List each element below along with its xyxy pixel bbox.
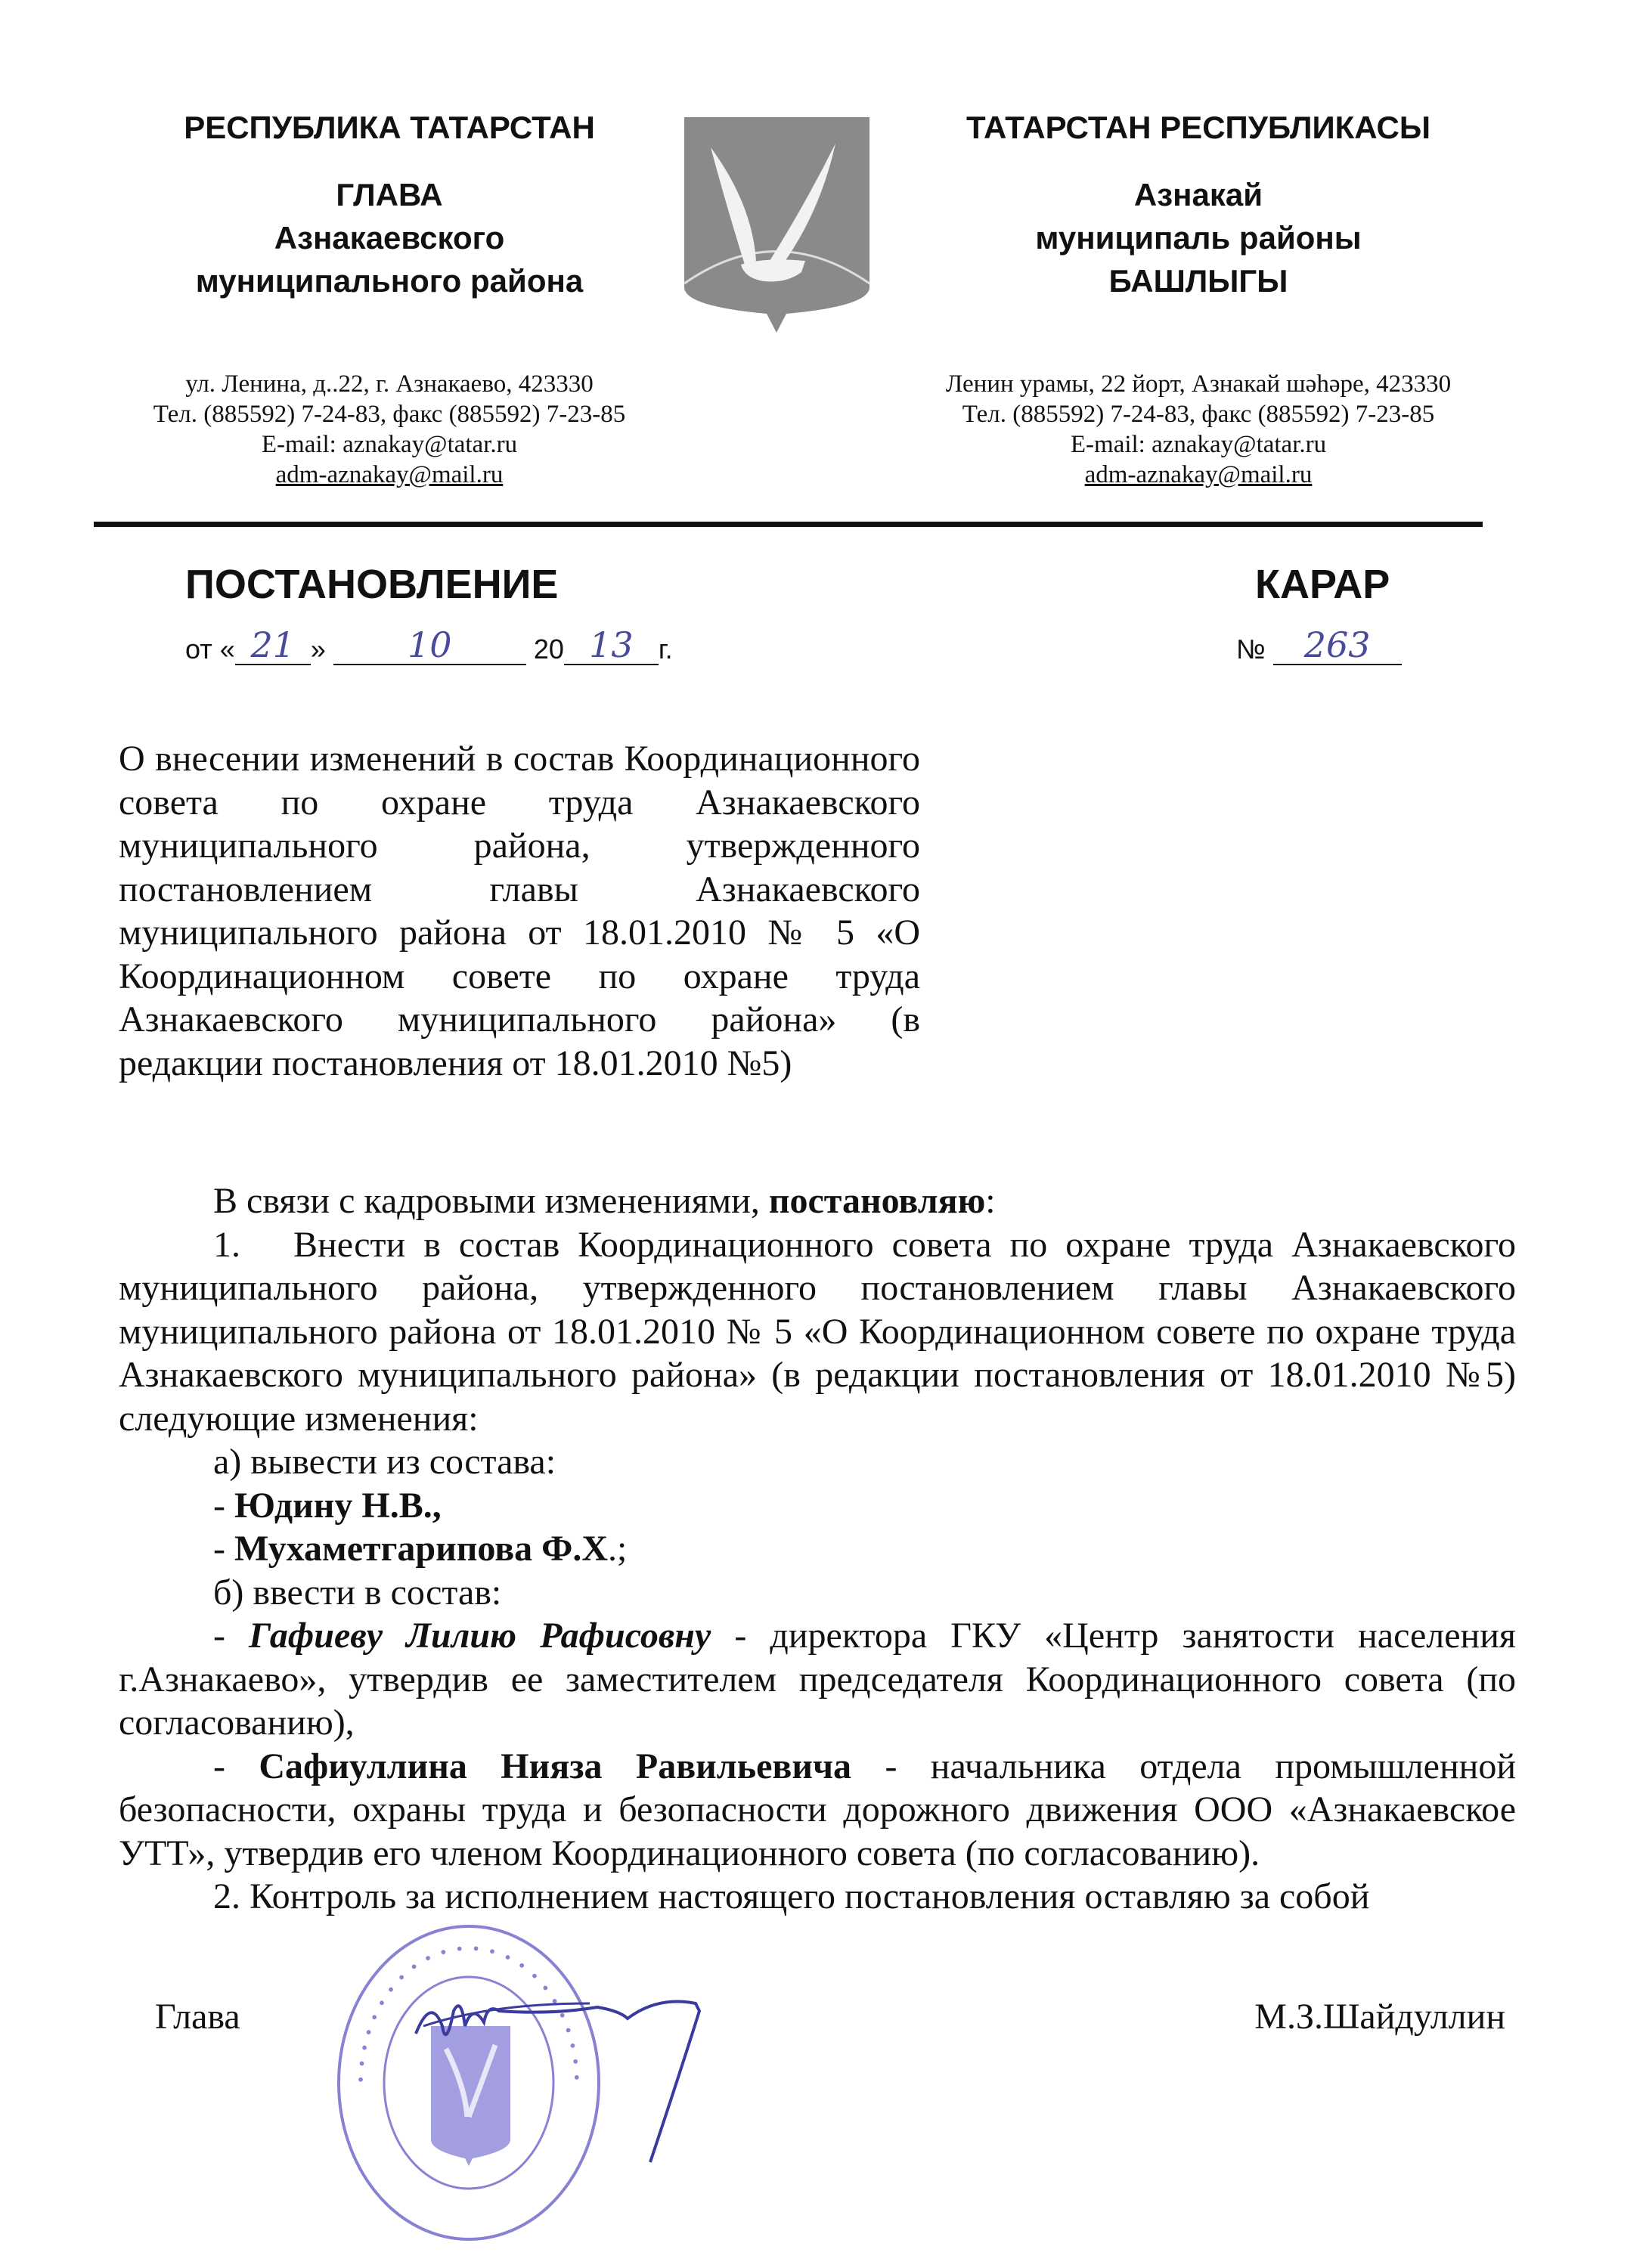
- dash: -: [213, 1616, 250, 1656]
- phone: Тел. (885592) 7-24-83, факс (885592) 7-23-85: [962, 401, 1435, 428]
- number-line: [1236, 624, 1402, 665]
- republic-name-tt: ТАТАРСТАН РЕСПУБЛИКАСЫ: [966, 110, 1431, 145]
- item-number: 1.: [213, 1224, 240, 1265]
- head-title-ru: ГЛАВА: [336, 177, 443, 212]
- removed-member: [119, 1484, 1516, 1528]
- month-value: 10: [408, 624, 452, 665]
- added-member: [119, 1745, 1516, 1876]
- subitem-b: б) ввести в состав:: [213, 1572, 502, 1613]
- address: Ленин урамы, 22 йорт, Азнакай шәһәре, 423330: [945, 370, 1452, 398]
- year-suffix: г.: [658, 634, 673, 665]
- item-2: 2. Контроль за исполнением настоящего постановления оставляю за собой: [213, 1876, 1370, 1916]
- member-name: Мухаметгарипова Ф.Х: [234, 1529, 609, 1569]
- removed-member: [119, 1527, 1516, 1571]
- district-line: Азнакаевского: [274, 220, 505, 256]
- svg-text:• • • • • • • • • • • • • • •: • • • • • • • • • • • • • • • • • • • • • • • •: [351, 1938, 587, 2084]
- date-line: [185, 624, 673, 665]
- email: E-mail: aznakay@tatar.ru: [1070, 431, 1327, 458]
- year-prefix: 20: [533, 634, 564, 665]
- district-line: муниципаль районы: [1035, 220, 1362, 256]
- doc-type-ru: ПОСТАНОВЛЕНИЕ: [185, 562, 559, 607]
- republic-name-ru: РЕСПУБЛИКА ТАТАРСТАН: [184, 110, 595, 145]
- year-value: 13: [589, 624, 634, 665]
- member-name: Гафиеву Лилию Рафисовну: [249, 1616, 711, 1656]
- intro-paragraph: [119, 1179, 1516, 1223]
- email: E-mail: aznakay@tatar.ru: [261, 431, 518, 458]
- number-value: 263: [1303, 624, 1371, 665]
- header-right: [922, 106, 1474, 302]
- head-title-tt: БАШЛЫГЫ: [1108, 263, 1288, 299]
- address-right: [907, 369, 1489, 490]
- intro-text: В связи с кадровыми изменениями,: [213, 1181, 769, 1221]
- item-1: [119, 1223, 1516, 1441]
- email-link[interactable]: adm-aznakay@mail.ru: [275, 461, 504, 488]
- member-name: Сафиуллина Нияза Равильевича: [259, 1746, 852, 1786]
- day-field: [235, 624, 311, 665]
- dash: -: [213, 1485, 234, 1526]
- district-line: муниципального района: [195, 263, 584, 299]
- header-left: [129, 106, 650, 302]
- day-value: 21: [250, 624, 296, 665]
- added-member: [119, 1614, 1516, 1745]
- dash: -: [213, 1746, 259, 1786]
- document-subject: О внесении изменений в состав Координационного совета по охране труда Азнакаевского муниципального района, утвержденного постановлением главы Азнакаевского муниципального района от 18.01.2010 № 5 «О Координационном совете по охране труда Азнакаевского муниципального района» (в редакции постановления от 18.01.2010 №5): [119, 739, 920, 1083]
- dash: -: [213, 1529, 234, 1569]
- handwritten-signature: [401, 1981, 718, 2185]
- member-role: - начальника отдела промышленной безопасности, охраны труда и безопасности дорожного движения ООО «Азнакаевское УТТ», утвердив его членом Координационного совета (по согласованию).: [119, 1746, 1517, 1873]
- signatory-position: Глава: [155, 1997, 240, 2037]
- phone: Тел. (885592) 7-24-83, факс (885592) 7-23-85: [153, 401, 626, 428]
- intro-end: :: [985, 1181, 996, 1221]
- document-body: [119, 1179, 1516, 1919]
- district-line: Азнакай: [1133, 177, 1263, 212]
- number-field: [1273, 624, 1402, 665]
- address-left: [129, 369, 650, 490]
- item-text: Внести в состав Координационного совета по охране труда Азнакаевского муниципального района, утвержденного постановлением главы Азнакаевского муниципального района от 18.01.2010 № 5 «О Координационном совете по охране труда Азнакаевского муниципального района» (в редакции постановления от 18.01.2010 №5) следующие изменения:: [119, 1224, 1516, 1439]
- year-field: [564, 624, 659, 665]
- doc-type-tt: КАРАР: [1255, 562, 1390, 607]
- address: ул. Ленина, д..22, г. Азнакаево, 423330: [185, 370, 594, 398]
- punct: .;: [608, 1529, 628, 1569]
- member-name: Юдину Н.В.,: [234, 1485, 442, 1526]
- date-prefix: от «: [185, 634, 235, 665]
- coat-of-arms-emblem: [680, 113, 873, 333]
- date-quote: »: [310, 634, 326, 665]
- member-role: - директора ГКУ «Центр занятости населения г.Азнакаево», утвердив ее заместителем председателя Координационного совета (по согласованию),: [119, 1616, 1517, 1743]
- month-field: [333, 624, 526, 665]
- header-divider: [94, 522, 1483, 527]
- email-link[interactable]: adm-aznakay@mail.ru: [1084, 461, 1313, 488]
- signatory-name: М.З.Шайдуллин: [1254, 1997, 1505, 2037]
- intro-keyword: постановляю: [768, 1181, 986, 1221]
- number-prefix: №: [1236, 634, 1266, 665]
- subitem-a: а) вывести из состава:: [213, 1442, 556, 1482]
